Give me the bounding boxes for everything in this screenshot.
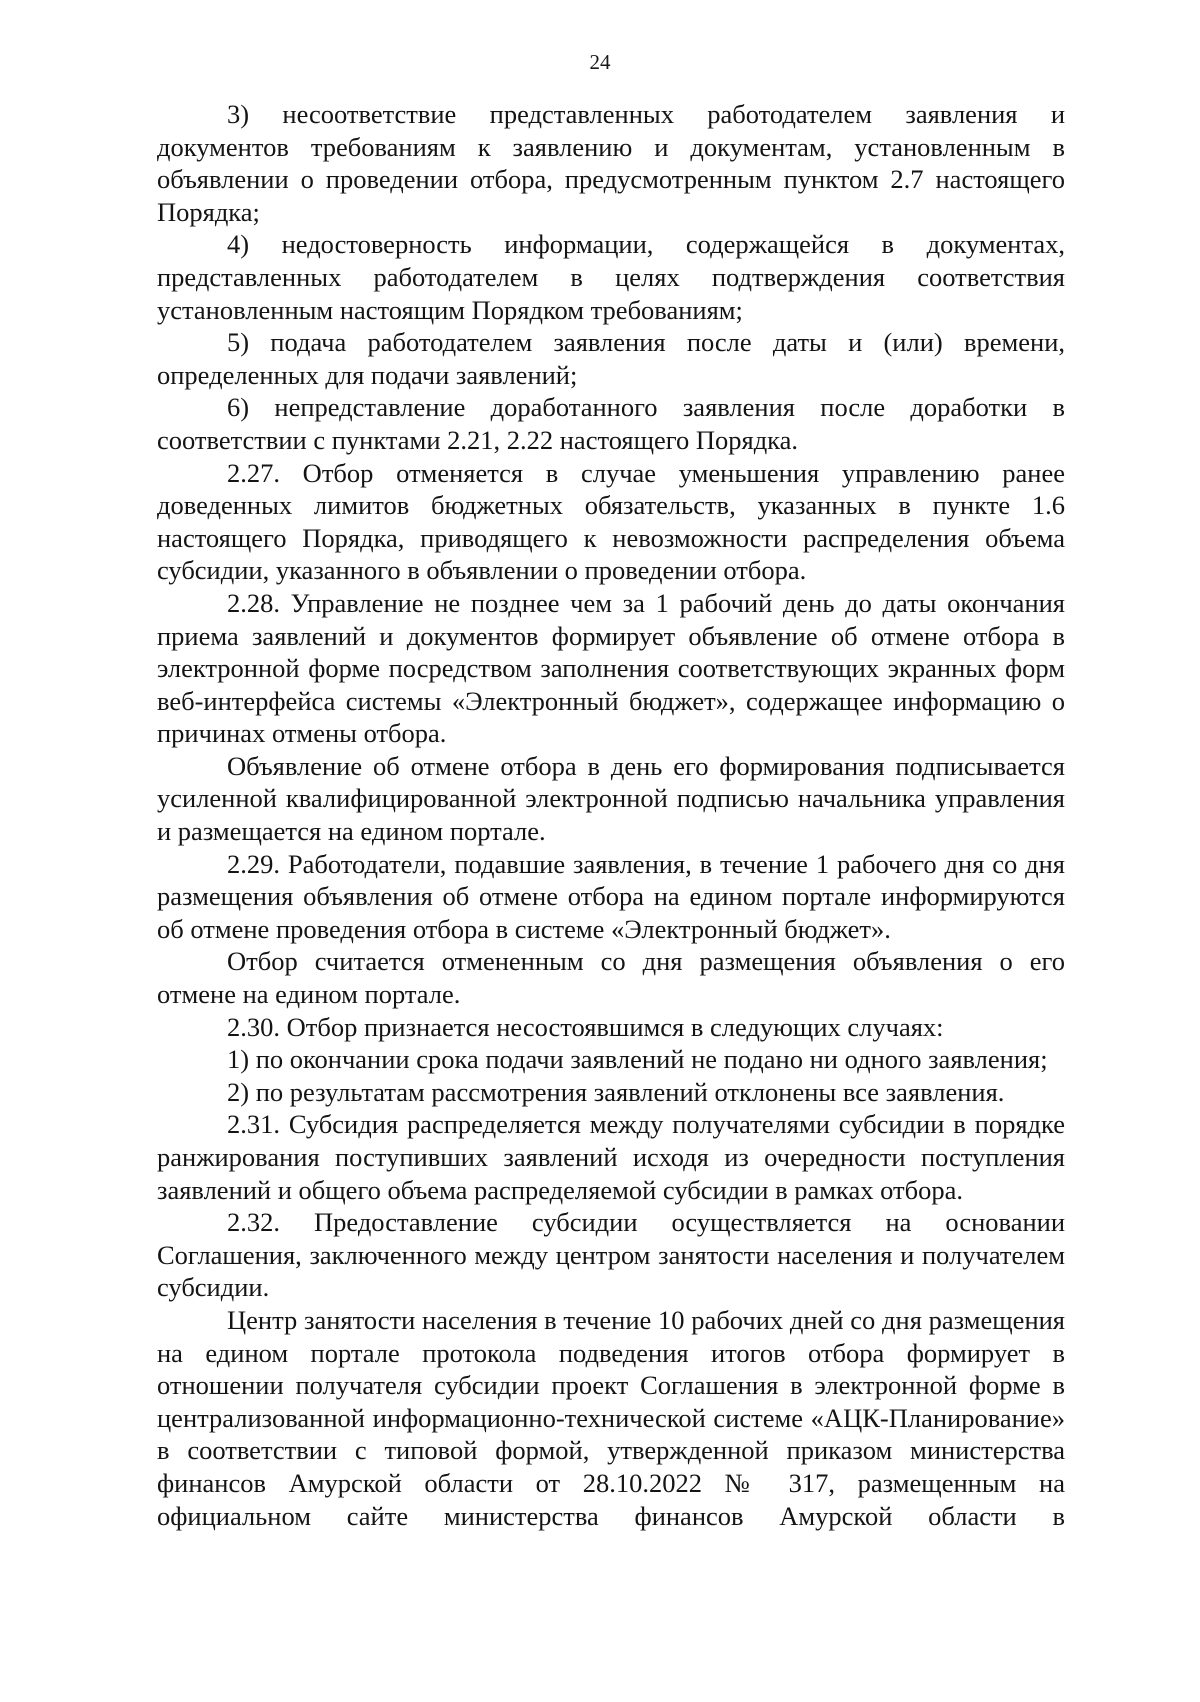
paragraph-item-6: 6) непредставление доработанного заявления после доработки в соответствии с пунктами 2.21, 2.22 настоящего Порядка. — [157, 392, 1065, 455]
document-body — [157, 98, 1065, 1532]
paragraph-2-30-item-1: 1) по окончании срока подачи заявлений не подано ни одного заявления; — [227, 1044, 1048, 1075]
paragraph-item-4: 4) недостоверность информации, содержащейся в документах, представленных работодателем в целях подтверждения соответствия установленным настоящим Порядком требованиям; — [157, 229, 1065, 325]
paragraph-2-29: 2.29. Работодатели, подавшие заявления, в течение 1 рабочего дня со дня размещения объявления об отмене отбора на едином портале информируются об отмене проведения отбора в системе «Электронный бюджет». — [157, 848, 1065, 944]
paragraph-item-3: 3) несоответствие представленных работодателем заявления и документов требованиям к заявлению и документам, установленным в объявлении о проведении отбора, предусмотренным пунктом 2.7 настоящего Порядка; — [157, 99, 1065, 227]
paragraph-agreement-drafting: Центр занятости населения в течение 10 рабочих дней со дня размещения на едином портале протокола подведения итогов отбора формирует в отношении получателя субсидии проект Соглашения в электронной форме в централизованной информационно-технической системе «АЦК-Планирование» в соответствии с типовой формой, утвержденной приказом министерства финансов Амурской области от 28.10.2022 № 317, размещенным на официальном сайте министерства финансов Амурской области в — [157, 1304, 1065, 1531]
paragraph-2-32: 2.32. Предоставление субсидии осуществляется на основании Соглашения, заключенного между центром занятости населения и получателем субсидии. — [157, 1207, 1065, 1303]
paragraph-item-5: 5) подача работодателем заявления после даты и (или) времени, определенных для подачи заявлений; — [157, 327, 1065, 390]
paragraph-2-31: 2.31. Субсидия распределяется между получателями субсидии в порядке ранжирования поступивших заявлений исходя из очередности поступления заявлений и общего объема распределяемой субсидии в рамках отбора. — [157, 1109, 1065, 1205]
paragraph-cancellation-date: Отбор считается отмененным со дня размещения объявления о его отмене на едином портале. — [157, 946, 1065, 1010]
paragraph-2-30: 2.30. Отбор признается несостоявшимся в следующих случаях: — [227, 1011, 944, 1042]
page-number: 24 — [589, 50, 611, 74]
paragraph-2-28: 2.28. Управление не позднее чем за 1 рабочий день до даты окончания приема заявлений и документов формирует объявление об отмене отбора в электронной форме посредством заполнения соответствующих экранных форм веб-интерфейса системы «Электронный бюджет», содержащее информацию о причинах отмены отбора. — [157, 587, 1065, 749]
paragraph-cancellation-signing: Объявление об отмене отбора в день его формирования подписывается усиленной квалифицированной электронной подписью начальника управления и размещается на едином портале. — [157, 750, 1065, 847]
paragraph-2-27: 2.27. Отбор отменяется в случае уменьшения управлению ранее доведенных лимитов бюджетных обязательств, указанных в пункте 1.6 настоящего Порядка, приводящего к невозможности распределения объема субсидии, указанного в объявлении о проведении отбора. — [157, 457, 1065, 586]
paragraph-2-30-item-2: 2) по результатам рассмотрения заявлений отклонены все заявления. — [227, 1076, 1005, 1107]
